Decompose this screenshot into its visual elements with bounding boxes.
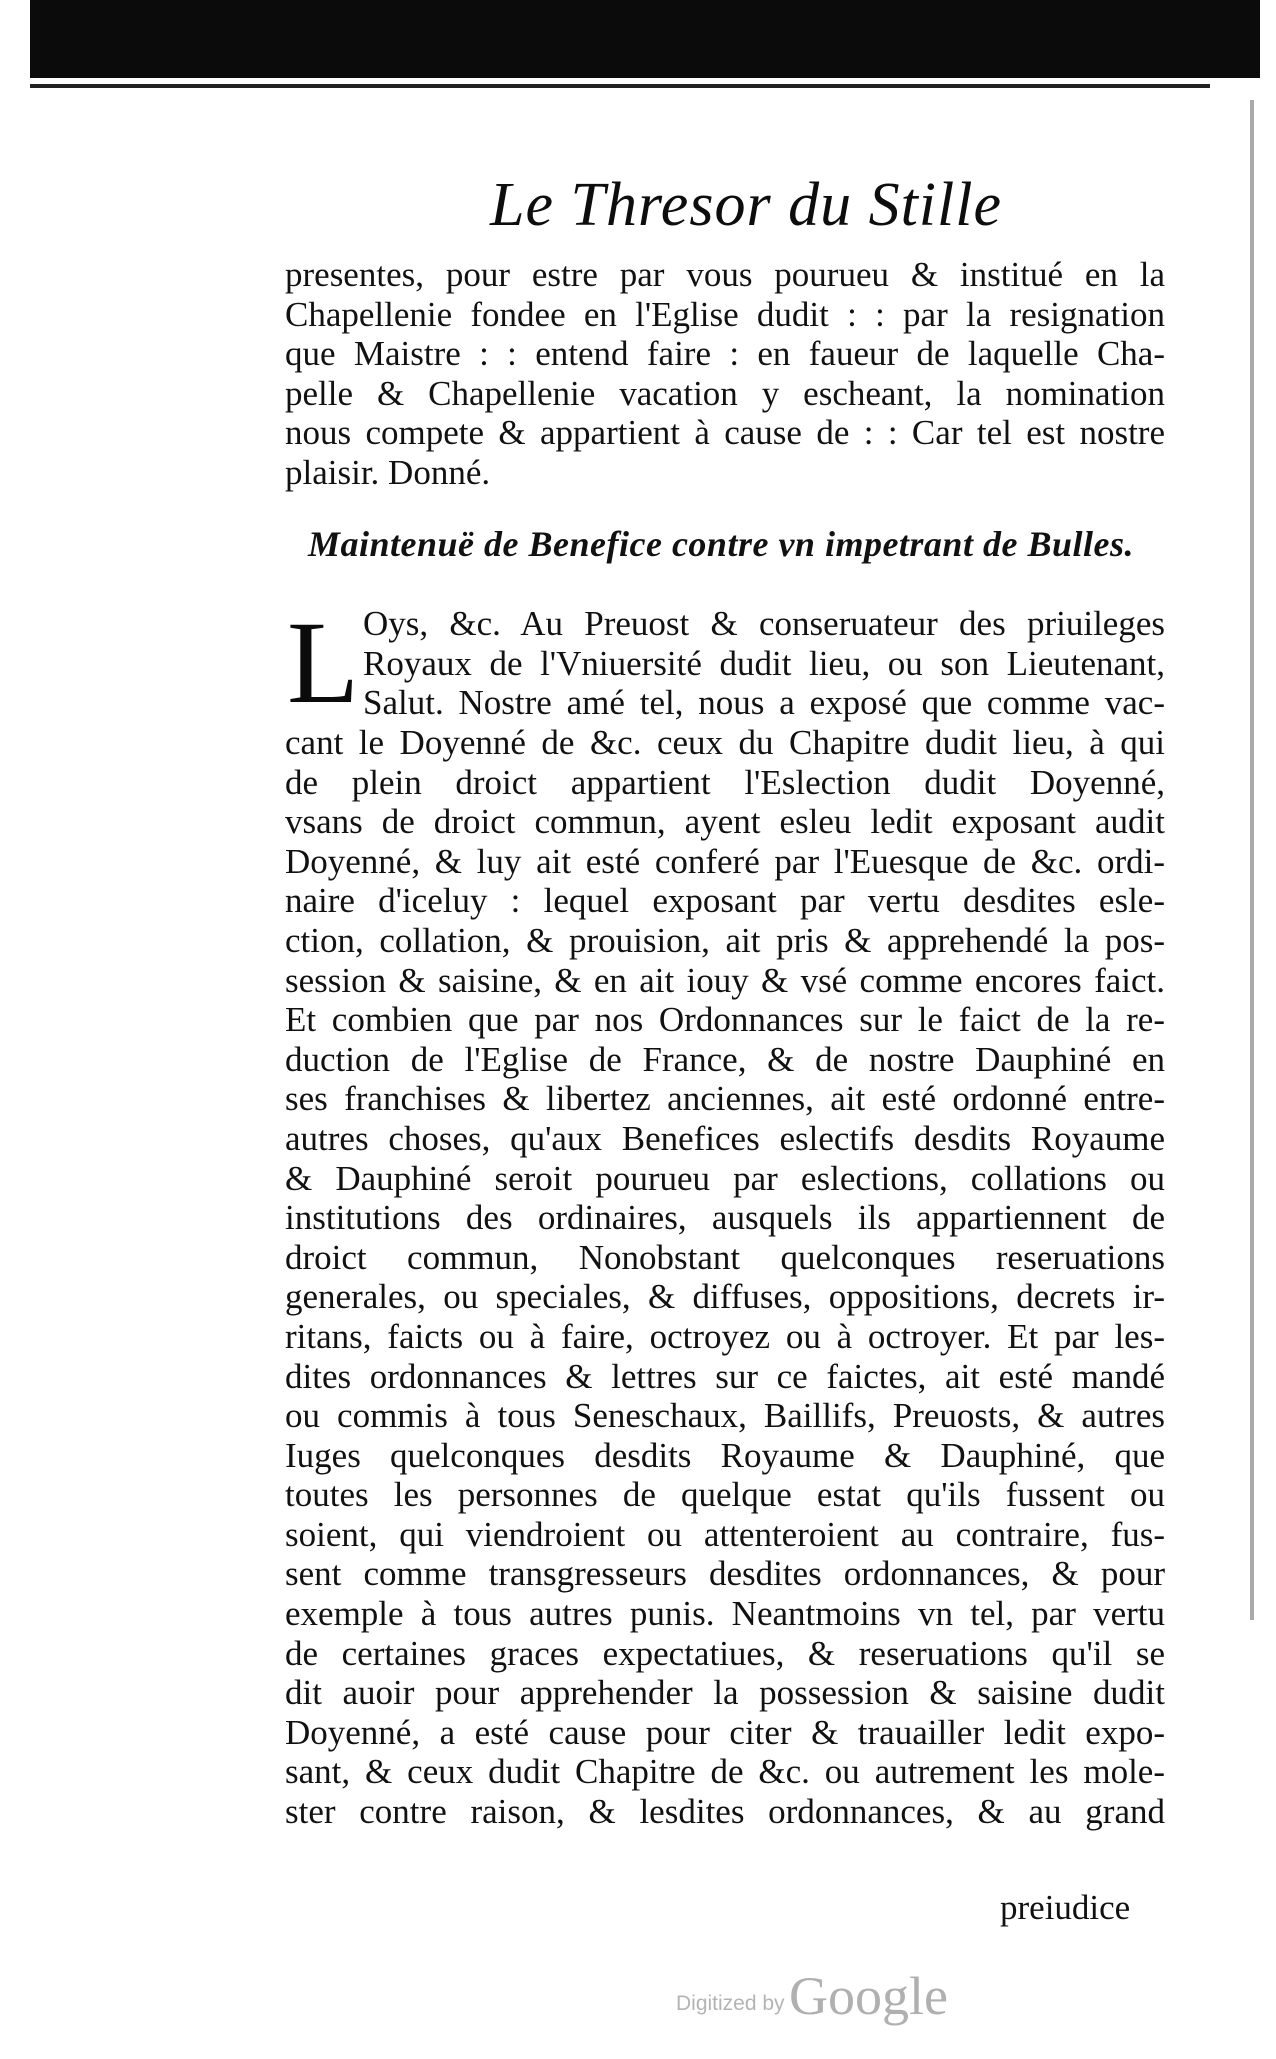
text-line: ction, collation, & prouision, ait pris & apprehendé la pos- bbox=[285, 920, 1165, 960]
text-line: vsans de droict commun, ayent esleu ledit exposant audit bbox=[285, 802, 1165, 842]
scan-top-rule bbox=[30, 84, 1210, 88]
text-line: Et combien que par nos Ordonnances sur le faict de la re- bbox=[285, 1000, 1165, 1040]
text-line: sent comme transgresseurs desdites ordonnances, & pour bbox=[285, 1554, 1165, 1594]
text-line: de certaines graces expectatiues, & reseruations qu'il se bbox=[285, 1633, 1165, 1673]
text-line: Iuges quelconques desdits Royaume & Dauphiné, que bbox=[285, 1435, 1165, 1475]
text-line: Doyenné, & luy ait esté conferé par l'Euesque de &c. ordi- bbox=[285, 841, 1165, 881]
text-line: soient, qui viendroient ou attenteroient au contraire, fus- bbox=[285, 1514, 1165, 1554]
text-line: Salut. Nostre amé tel, nous a exposé que comme vac- bbox=[363, 683, 1165, 723]
text-line: dit auoir pour apprehender la possession & saisine dudit bbox=[285, 1673, 1165, 1713]
digitized-watermark bbox=[676, 1965, 948, 2027]
catchword: preiudice bbox=[1000, 1888, 1131, 1927]
text-line: de plein droict appartient l'Eslection dudit Doyenné, bbox=[285, 762, 1165, 802]
text-line: duction de l'Eglise de France, & de nostre Dauphiné en bbox=[285, 1039, 1165, 1079]
text-line: sant, & ceux dudit Chapitre de &c. ou autrement les mole- bbox=[285, 1752, 1165, 1792]
paragraph-2-indented bbox=[363, 604, 1165, 723]
text-line: nous compete & appartient à cause de : : Car tel est nostre bbox=[285, 413, 1165, 453]
text-line: pelle & Chapellenie vacation y escheant, la nomination bbox=[285, 373, 1165, 413]
text-line: autres choses, qu'aux Benefices eslectifs desdits Royaume bbox=[285, 1118, 1165, 1158]
text-line: presentes, pour estre par vous pourueu & institué en la bbox=[285, 255, 1165, 294]
text-line: Chapellenie fondee en l'Eglise dudit : : par la resignation bbox=[285, 294, 1165, 334]
text-line: ses franchises & libertez anciennes, ait esté ordonné entre- bbox=[285, 1079, 1165, 1119]
scan-top-border bbox=[30, 0, 1260, 78]
text-line: Doyenné, a esté cause pour citer & trauailler ledit expo- bbox=[285, 1712, 1165, 1752]
drop-cap: L bbox=[287, 597, 360, 728]
text-line: naire d'iceluy : lequel exposant par vertu desdites esle- bbox=[285, 881, 1165, 921]
text-line: Royaux de l'Vniuersité dudit lieu, ou son Lieutenant, bbox=[363, 643, 1165, 683]
text-line: droict commun, Nonobstant quelconques reseruations bbox=[285, 1237, 1165, 1277]
text-line: generales, ou speciales, & diffuses, oppositions, decrets ir- bbox=[285, 1277, 1165, 1317]
text-line: toutes les personnes de quelque estat qu'ils fussent ou bbox=[285, 1475, 1165, 1515]
text-line: ritans, faicts ou à faire, octroyez ou à octroyer. Et par les- bbox=[285, 1316, 1165, 1356]
paragraph-2 bbox=[285, 723, 1165, 1832]
text-line: ster contre raison, & lesdites ordonnances, & au grand bbox=[285, 1792, 1165, 1832]
paragraph-1 bbox=[285, 255, 1165, 493]
google-logo-text: Google bbox=[789, 1966, 948, 2026]
text-line: session & saisine, & en ait iouy & vsé comme encores faict. bbox=[285, 960, 1165, 1000]
text-line: que Maistre : : entend faire : en faueur de laquelle Cha- bbox=[285, 334, 1165, 374]
scan-right-edge bbox=[1250, 100, 1254, 1620]
text-line: ou commis à tous Seneschaux, Baillifs, Preuosts, & autres bbox=[285, 1396, 1165, 1436]
text-line: exemple à tous autres punis. Neantmoins vn tel, par vertu bbox=[285, 1594, 1165, 1634]
text-line: dites ordonnances & lettres sur ce faictes, ait esté mandé bbox=[285, 1356, 1165, 1396]
section-heading: Maintenuë de Benefice contre vn impetrant de Bulles. bbox=[308, 524, 1134, 564]
text-line: cant le Doyenné de &c. ceux du Chapitre dudit lieu, à qui bbox=[285, 723, 1165, 762]
text-line: Oys, &c. Au Preuost & conseruateur des priuileges bbox=[363, 604, 1165, 643]
text-line: institutions des ordinaires, ausquels ils appartiennent de bbox=[285, 1198, 1165, 1238]
running-head: Le Thresor du Stille bbox=[490, 171, 1003, 239]
text-line: & Dauphiné seroit pourueu par eslections, collations ou bbox=[285, 1158, 1165, 1198]
watermark-prefix: Digitized by bbox=[676, 1992, 785, 2015]
text-line: plaisir. Donné. bbox=[285, 452, 491, 492]
